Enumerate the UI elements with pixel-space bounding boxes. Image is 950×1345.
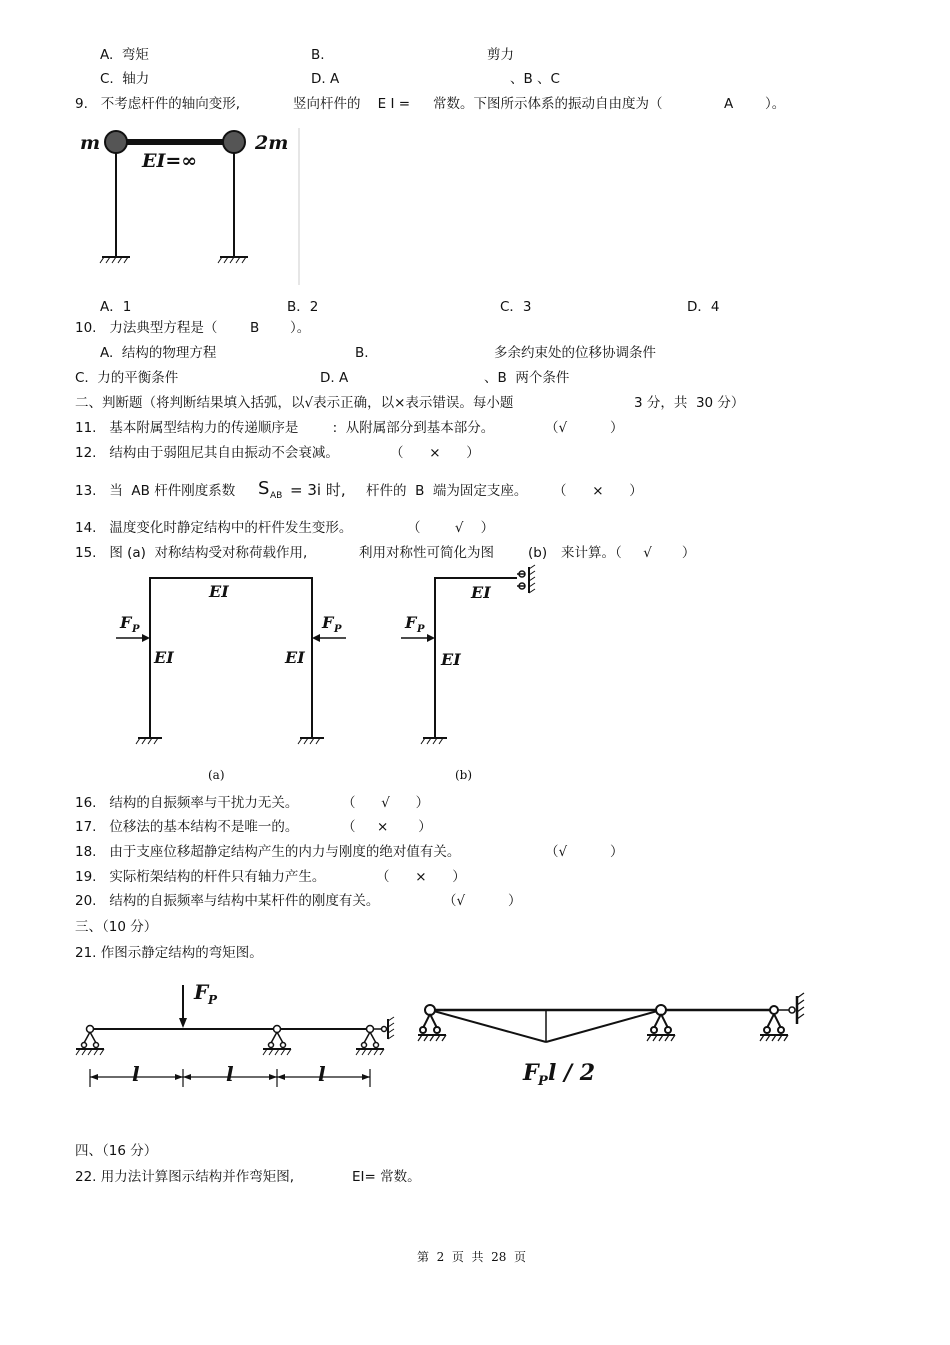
q10-close: ）。 bbox=[290, 320, 311, 336]
section3-title: 三、（10 分） bbox=[75, 919, 158, 935]
q9-option-c: C．3 bbox=[500, 299, 532, 315]
q9-option-d: D．4 bbox=[687, 299, 720, 315]
q15-text-b-label: (b) bbox=[528, 545, 548, 561]
q8-option-b: B. bbox=[311, 47, 325, 63]
section2-title: 二、判断题（将判断结果填入括弧，以√表示正确，以×表示错误。每小题 bbox=[75, 395, 514, 411]
q19-text: 19. 实际桁架结构的杆件只有轴力产生。 bbox=[75, 869, 326, 885]
q17-text: 17. 位移法的基本结构不是唯一的。 bbox=[75, 819, 299, 835]
q14-text: 14. 温度变化时静定结构中的杆件发生变形。 bbox=[75, 520, 353, 536]
q9-mass-left: m bbox=[80, 132, 101, 154]
q21-moment-diagram bbox=[418, 990, 818, 1090]
q11-mark: （√ ） bbox=[545, 420, 624, 436]
q22-text: 22. 用力法计算图示结构并作弯矩图, bbox=[75, 1169, 295, 1185]
q15-figure-b bbox=[395, 565, 555, 795]
q15b-ei-beam: EI bbox=[471, 583, 491, 602]
q15a-force-left-sub: P bbox=[132, 624, 140, 635]
q15a-ei-right: EI bbox=[285, 648, 305, 667]
q10-option-d-rest: 、B 两个条件 bbox=[484, 370, 570, 386]
q10-option-b-text: 多余约束处的位移协调条件 bbox=[494, 345, 656, 361]
page-footer: 第 2 页 共 28 页 bbox=[417, 1250, 527, 1264]
q9-beam-label: EI=∞ bbox=[142, 150, 198, 172]
q19-mark: （ × ） bbox=[376, 869, 466, 885]
q10-answer: B bbox=[250, 320, 260, 336]
q21-span-2: l bbox=[226, 1062, 234, 1086]
q9-option-b: B．2 bbox=[287, 299, 319, 315]
q21-moment-label-rest: l / 2 bbox=[548, 1060, 596, 1086]
q15-figure-a bbox=[110, 575, 370, 795]
q9-option-a: A．1 bbox=[100, 299, 132, 315]
q15a-ei-left: EI bbox=[154, 648, 174, 667]
q10-stem: 10. 力法典型方程是（ bbox=[75, 320, 218, 336]
q21-moment-label: F bbox=[523, 1060, 539, 1086]
q8-option-c: C. 轴力 bbox=[100, 71, 150, 87]
q9-answer: A bbox=[724, 96, 734, 112]
q15a-label: (a) bbox=[208, 768, 225, 782]
q17-mark: （ × ） bbox=[342, 819, 432, 835]
q8-option-a: A. 弯矩 bbox=[100, 47, 149, 63]
q13-symbol-sub: AB bbox=[270, 491, 283, 501]
q8-option-d-rest: 、B 、C bbox=[510, 71, 560, 87]
section2-score: 3 分，共 30 分） bbox=[634, 395, 745, 411]
q15a-force-right-sub: P bbox=[334, 624, 342, 635]
q15a-force-right: F bbox=[322, 613, 334, 632]
q21-force: F bbox=[194, 980, 209, 1004]
q14-mark: （ √ ） bbox=[407, 520, 495, 536]
q9-stem-a: 9. 不考虑杆件的轴向变形, bbox=[75, 96, 241, 112]
q15-text-b: 利用对称性可简化为图 bbox=[359, 545, 494, 561]
q15-text-a: 15. 图 (a) 对称结构受对称荷载作用, bbox=[75, 545, 308, 561]
section4-title: 四、（16 分） bbox=[75, 1143, 158, 1159]
q8-option-b-text: 剪力 bbox=[487, 47, 514, 63]
q13-mark: （ × ） bbox=[553, 483, 643, 499]
q20-text: 20. 结构的自振频率与结构中某杆件的刚度有关。 bbox=[75, 893, 380, 909]
q13-text-a: 13. 当 AB 杆件刚度系数 bbox=[75, 483, 236, 499]
q21-text: 21. 作图示静定结构的弯矩图。 bbox=[75, 945, 263, 961]
q10-option-b: B. bbox=[355, 345, 369, 361]
q22-text-b: EI= 常数。 bbox=[352, 1169, 421, 1185]
q12-text: 12. 结构由于弱阻尼其自由振动不会衰减。 bbox=[75, 445, 339, 461]
q10-option-a: A. 结构的物理方程 bbox=[100, 345, 217, 361]
q15b-ei-column: EI bbox=[441, 650, 461, 669]
q21-beam-figure bbox=[70, 975, 410, 1105]
q13-equation: = 3i 时, bbox=[290, 481, 346, 499]
q10-option-d: D. A bbox=[320, 370, 349, 386]
q9-stem-c: 常数。下图所示体系的振动自由度为（ bbox=[433, 96, 663, 112]
q15b-force-sub: P bbox=[417, 624, 425, 635]
q15a-ei-beam: EI bbox=[209, 582, 229, 601]
q13-symbol-s: S bbox=[258, 478, 270, 499]
q16-text: 16. 结构的自振频率与干扰力无关。 bbox=[75, 795, 299, 811]
q15b-force: F bbox=[405, 613, 417, 632]
q18-text: 18. 由于支座位移超静定结构产生的内力与刚度的绝对值有关。 bbox=[75, 844, 461, 860]
q9-close: ）。 bbox=[765, 96, 786, 112]
q21-moment-sub: P bbox=[538, 1074, 548, 1089]
q16-mark: （ √ ） bbox=[342, 795, 430, 811]
q18-mark: （√ ） bbox=[545, 844, 624, 860]
q12-mark: （ × ） bbox=[390, 445, 480, 461]
q21-force-sub: P bbox=[208, 993, 218, 1007]
q10-option-c: C. 力的平衡条件 bbox=[75, 370, 179, 386]
q20-mark: （√ ） bbox=[443, 893, 522, 909]
q9-stem-b: 竖向杆件的 E I = bbox=[293, 96, 411, 112]
q9-mass-right: 2m bbox=[255, 132, 289, 154]
q21-span-1: l bbox=[132, 1062, 140, 1086]
q15-text-c: 来计算。（ √ ） bbox=[561, 545, 696, 561]
q15b-label: (b) bbox=[455, 768, 473, 782]
q8-option-d: D. A bbox=[311, 71, 340, 87]
q9-frame-figure bbox=[70, 120, 310, 290]
q15a-force-left: F bbox=[120, 613, 132, 632]
q21-span-3: l bbox=[318, 1062, 326, 1086]
q11-text: 11. 基本附属型结构力的传递顺序是 : 从附属部分到基本部分。 bbox=[75, 420, 495, 436]
q13-text-b: 杆件的 B 端为固定支座。 bbox=[366, 483, 528, 499]
